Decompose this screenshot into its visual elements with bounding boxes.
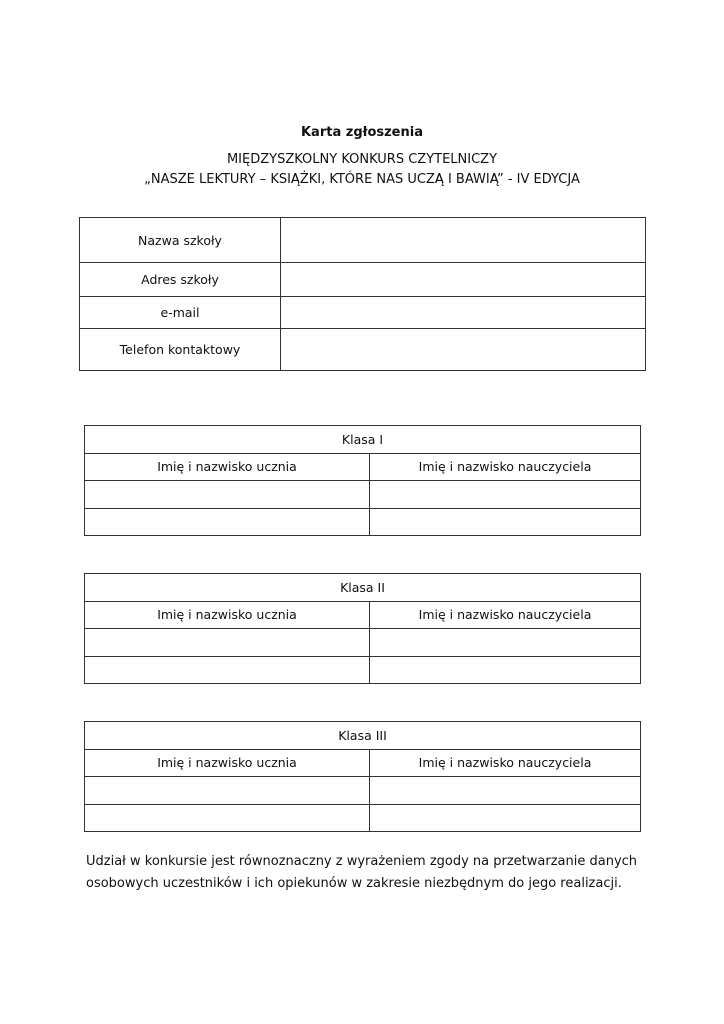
student-column-header: Imię i nazwisko ucznia bbox=[85, 453, 370, 481]
class-title: Klasa I bbox=[85, 426, 641, 454]
student-column-header: Imię i nazwisko ucznia bbox=[85, 601, 370, 629]
table-row bbox=[85, 481, 641, 509]
phone-label: Telefon kontaktowy bbox=[80, 329, 281, 371]
email-field[interactable] bbox=[281, 297, 646, 329]
school-name-field[interactable] bbox=[281, 218, 646, 263]
table-row bbox=[85, 777, 641, 805]
table-row bbox=[85, 508, 641, 536]
table-row bbox=[80, 218, 646, 263]
school-address-label: Adres szkoły bbox=[80, 263, 281, 297]
teacher-name-field[interactable] bbox=[370, 481, 641, 509]
table-row bbox=[85, 656, 641, 684]
table-row bbox=[85, 629, 641, 657]
phone-field[interactable] bbox=[281, 329, 646, 371]
contest-name: MIĘDZYSZKOLNY KONKURS CZYTELNICZY bbox=[226, 152, 498, 167]
student-name-field[interactable] bbox=[85, 481, 370, 509]
student-name-field[interactable] bbox=[85, 629, 370, 657]
table-row bbox=[80, 297, 646, 329]
class-title: Klasa III bbox=[85, 722, 641, 750]
teacher-column-header: Imię i nazwisko nauczyciela bbox=[370, 453, 641, 481]
school-address-field[interactable] bbox=[281, 263, 646, 297]
table-row bbox=[80, 263, 646, 297]
class-title: Klasa II bbox=[85, 574, 641, 602]
page-title: Karta zgłoszenia bbox=[300, 125, 423, 140]
student-name-field[interactable] bbox=[85, 656, 370, 684]
table-row bbox=[80, 329, 646, 371]
consent-note: Udział w konkursie jest równoznaczny z wyrażeniem zgody na przetwarzanie danych osobowych uczestników i ich opiekunów w zakresie niezbędnym do jego realizacji. bbox=[86, 854, 638, 891]
teacher-name-field[interactable] bbox=[370, 656, 641, 684]
contest-subtitle: „NASZE LEKTURY – KSIĄŻKI, KTÓRE NAS UCZĄ I BAWIĄ” - IV EDYCJA bbox=[144, 172, 580, 187]
class-1-table bbox=[84, 425, 641, 536]
email-label: e-mail bbox=[80, 297, 281, 329]
student-name-field[interactable] bbox=[85, 508, 370, 536]
class-2-table bbox=[84, 573, 641, 684]
class-3-table bbox=[84, 721, 641, 832]
table-row bbox=[85, 804, 641, 832]
student-column-header: Imię i nazwisko ucznia bbox=[85, 749, 370, 777]
student-name-field[interactable] bbox=[85, 804, 370, 832]
school-info-table bbox=[79, 217, 646, 371]
teacher-name-field[interactable] bbox=[370, 508, 641, 536]
teacher-name-field[interactable] bbox=[370, 804, 641, 832]
student-name-field[interactable] bbox=[85, 777, 370, 805]
teacher-column-header: Imię i nazwisko nauczyciela bbox=[370, 749, 641, 777]
teacher-name-field[interactable] bbox=[370, 629, 641, 657]
school-name-label: Nazwa szkoły bbox=[80, 218, 281, 263]
teacher-name-field[interactable] bbox=[370, 777, 641, 805]
teacher-column-header: Imię i nazwisko nauczyciela bbox=[370, 601, 641, 629]
